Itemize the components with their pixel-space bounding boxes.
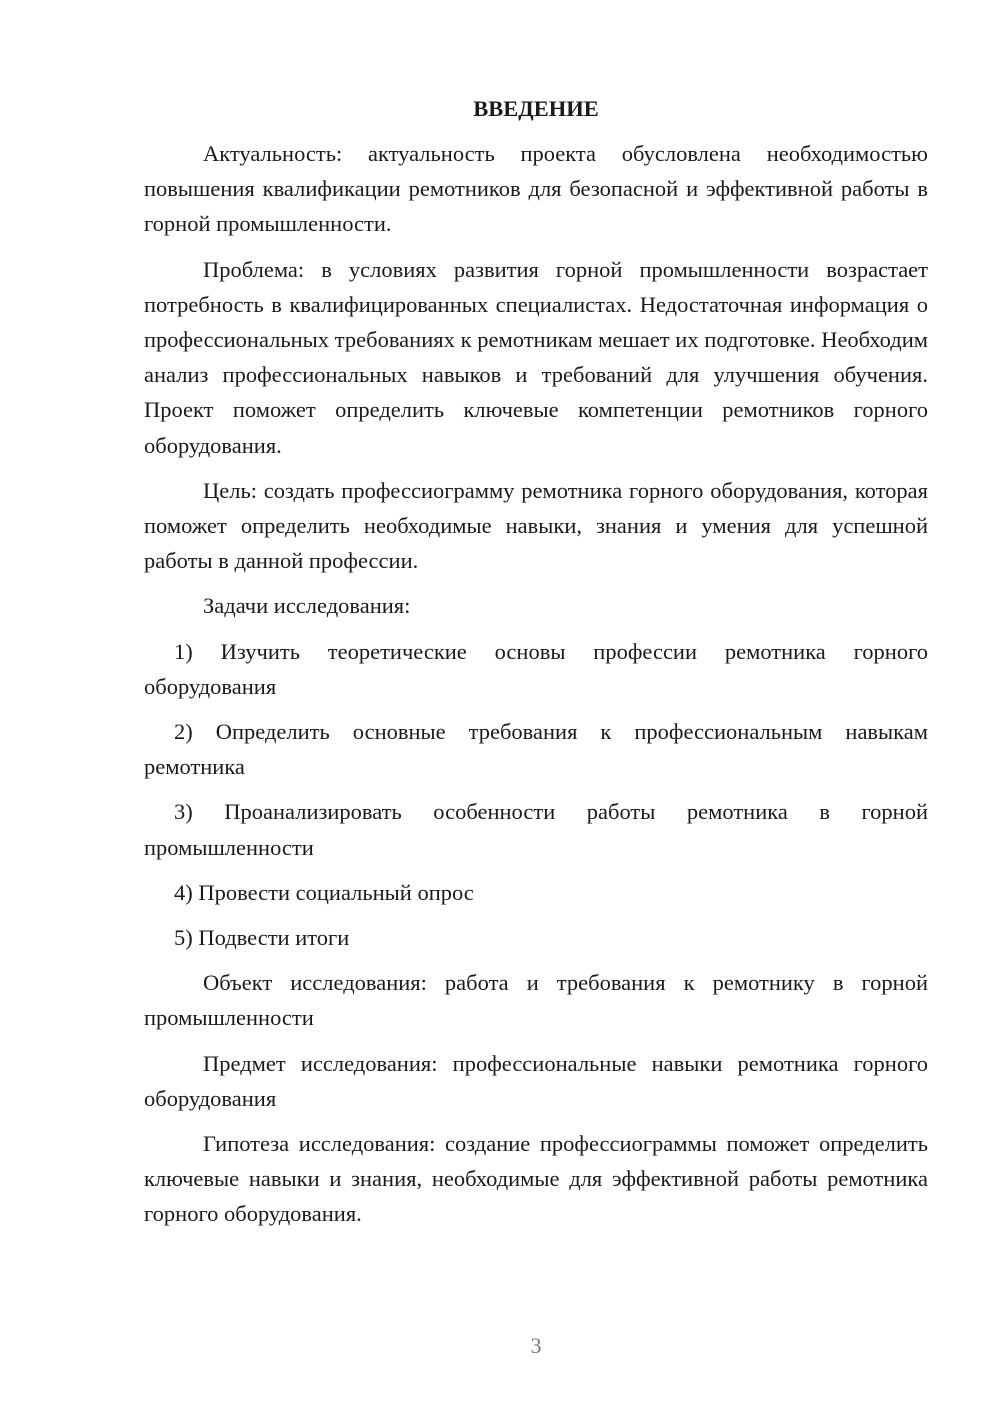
relevance-paragraph: Актуальность: актуальность проекта обусловлена необходимостью повышения квалификации ремотников для безопасной и эффективной работы в горной промышленности. [144,141,928,237]
page-title: ВВЕДЕНИЕ [473,96,599,121]
task-item: 5) Подвести итоги [174,925,350,951]
page-number: 3 [530,1333,542,1358]
task-item: 1) Изучить теоретические основы профессии ремотника горного оборудования [144,638,928,699]
document-page [144,94,928,1242]
task-item: 3) Проанализировать особенности работы ремотника в горной промышленности [144,799,928,860]
task-item: 4) Провести социальный опрос [174,879,474,905]
hypothesis-paragraph: Гипотеза исследования: создание профессиограммы поможет определить ключевые навыки и знания, необходимые для эффективной работы ремотника горного оборудования. [144,1131,928,1227]
task-item: 2) Определить основные требования к профессиональным навыкам ремотника [144,719,928,780]
problem-paragraph: Проблема: в условиях развития горной промышленности возрастает потребность в квалифицированных специалистах. Недостаточная информация о профессиональных требованиях к ремотникам мешает их подготовке. Необходим анализ профессиональных навыков и требований для улучшения обучения. Проект поможет определить ключевые компетенции ремотников горного оборудования. [144,256,928,458]
tasks-label: Задачи исследования: [203,593,411,619]
goal-paragraph: Цель: создать профессиограмму ремотника горного оборудования, которая поможет определить необходимые навыки, знания и умения для успешной работы в данной профессии. [144,477,928,574]
object-paragraph: Объект исследования: работа и требования к ремотнику в горной промышленности [144,970,928,1031]
subject-paragraph: Предмет исследования: профессиональные навыки ремотника горного оборудования [144,1050,928,1111]
